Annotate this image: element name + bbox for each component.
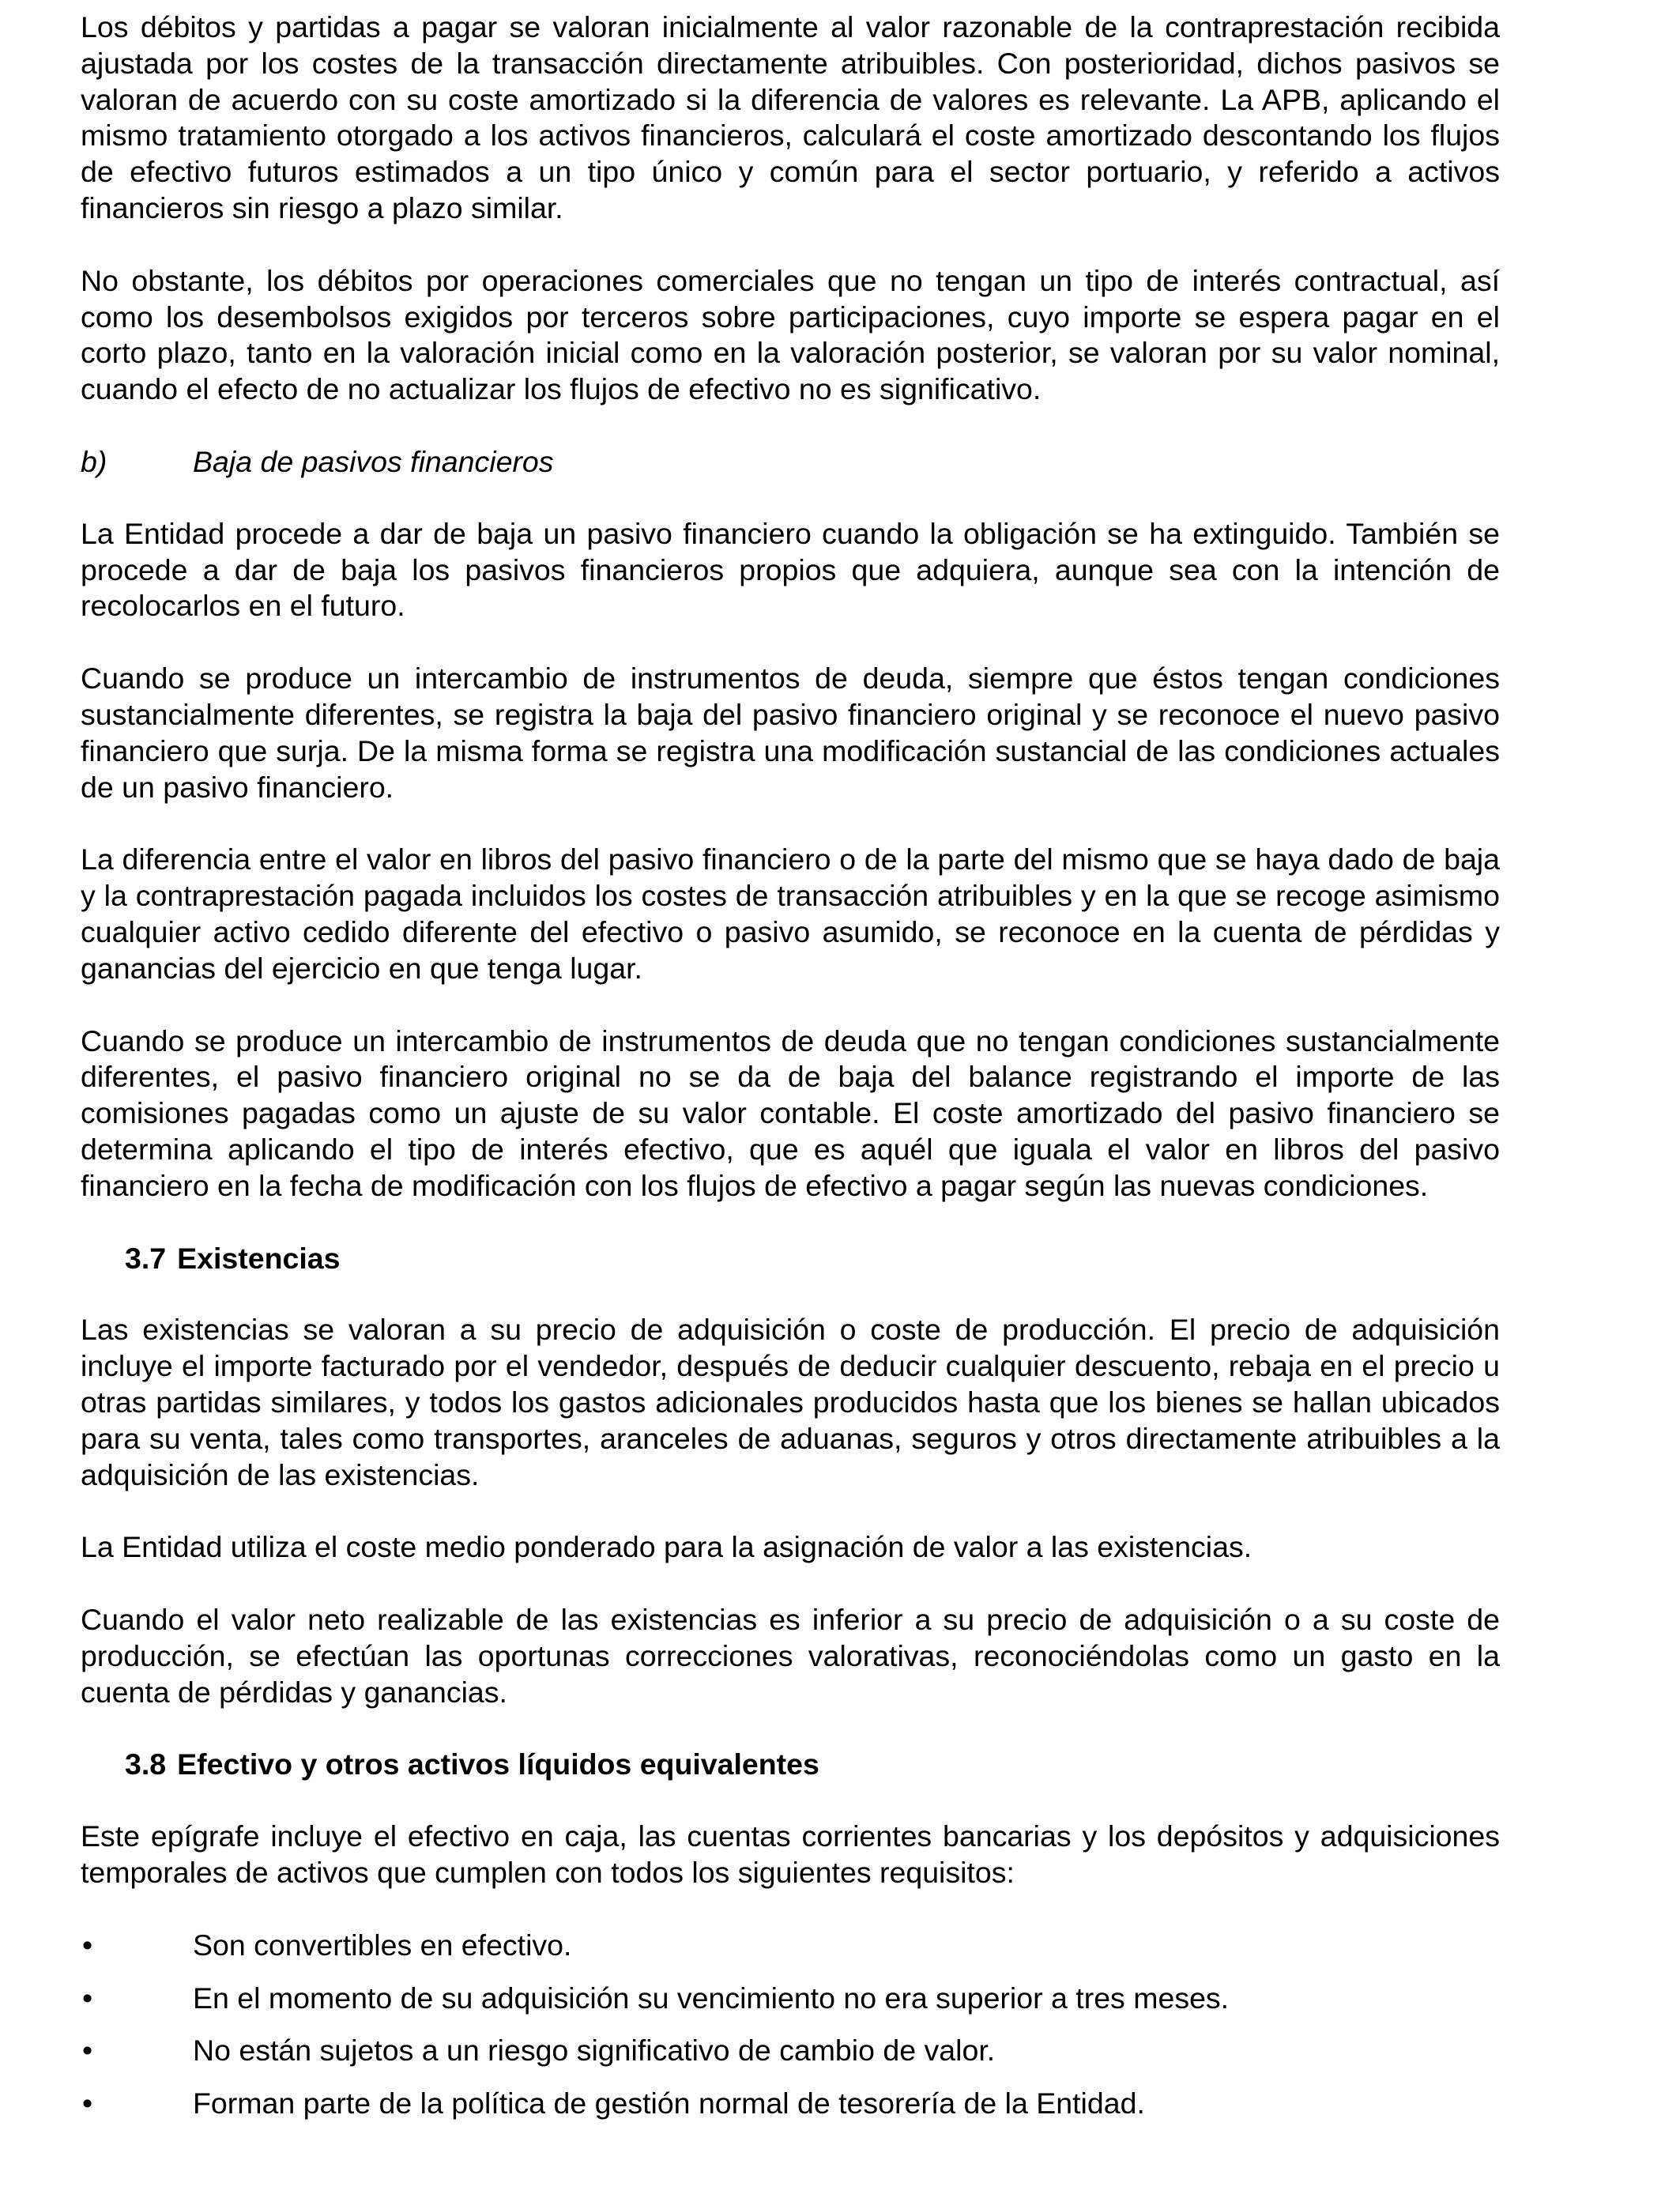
paragraph-existencias-valoracion: Las existencias se valoran a su precio de adquisición o coste de producción. El precio de adquisición incluye el importe facturado por el vendedor, después de deducir cualquier descuento, rebaja en el precio u otras partidas similares, y todos los gastos adicionales producidos hasta que los bienes se hallan ubicados para su venta, tales como transportes, aranceles de aduanas, seguros y otros directamente atribuibles a la adquisición de las existencias.: [81, 1313, 1500, 1491]
bullet-icon: •: [82, 2034, 93, 2068]
bullet-icon: •: [82, 1981, 93, 2015]
requirements-list: [81, 1928, 1500, 2122]
subsection-letter: b): [81, 444, 107, 478]
list-item-text: Forman parte de la política de gestión normal de tesorería de la Entidad.: [193, 2087, 1145, 2120]
bullet-icon: •: [82, 1928, 93, 1962]
section-number: 3.7: [125, 1241, 167, 1275]
paragraph-debitos-comerciales: No obstante, los débitos por operaciones comerciales que no tengan un tipo de interés contractual, así como los desembolsos exigidos por terceros sobre participaciones, cuyo importe se espera pagar en el corto plazo, tanto en la valoración inicial como en la valoración posterior, se valoran por su valor nominal, cuando el efecto de no actualizar los flujos de efectivo no es significativo.: [81, 263, 1500, 406]
section-heading-3-7: [125, 1241, 1500, 1277]
subsection-heading-b: [81, 444, 1500, 481]
section-title: Existencias: [177, 1241, 341, 1275]
list-item-text: En el momento de su adquisición su vencimiento no era superior a tres meses.: [193, 1981, 1230, 2015]
paragraph-diferencia-valor: La diferencia entre el valor en libros del pasivo financiero o de la parte del mismo que se haya dado de baja y la contraprestación pagada incluidos los costes de transacción atribuibles y en la que se recoge asimismo cualquier activo cedido diferente del efectivo o pasivo asumido, se reconoce en la cuenta de pérdidas y ganancias del ejercicio en que tenga lugar.: [81, 843, 1500, 985]
section-heading-3-8: [125, 1747, 1500, 1783]
list-item: [81, 2033, 1500, 2069]
paragraph-debitos-valoracion: Los débitos y partidas a pagar se valoran inicialmente al valor razonable de la contraprestación recibida ajustada por los costes de la transacción directamente atribuibles. Con posterioridad, dichos pasivos se valoran de acuerdo con su coste amortizado si la diferencia de valores es relevante. La APB, aplicando el mismo tratamiento otorgado a los activos financieros, calculará el coste amortizado descontando los flujos de efectivo futuros estimados a un tipo único y común para el sector portuario, y referido a activos financieros sin riesgo a plazo similar.: [81, 10, 1500, 224]
paragraph-intercambio-diferentes: Cuando se produce un intercambio de instrumentos de deuda, siempre que éstos tengan condiciones sustancialmente diferentes, se registra la baja del pasivo financiero original y se reconoce el nuevo pasivo financiero que surja. De la misma forma se registra una modificación sustancial de las condiciones actuales de un pasivo financiero.: [81, 662, 1500, 804]
list-item: [81, 1981, 1500, 2017]
paragraph-existencias-correcciones: Cuando el valor neto realizable de las existencias es inferior a su precio de adquisición o a su coste de producción, se efectúan las oportunas correcciones valorativas, reconociéndolas como un gasto en la cuenta de pérdidas y ganancias.: [81, 1603, 1500, 1709]
section-number: 3.8: [125, 1747, 167, 1781]
list-item-text: Son convertibles en efectivo.: [193, 1928, 572, 1962]
list-item-text: No están sujetos a un riesgo significativo de cambio de valor.: [193, 2034, 996, 2068]
paragraph-efectivo-intro: Este epígrafe incluye el efectivo en caja, las cuentas corrientes bancarias y los depósitos y adquisiciones temporales de activos que cumplen con todos los siguientes requisitos:: [81, 1819, 1500, 1890]
document-page: [81, 9, 1500, 2139]
paragraph-baja-pasivo: La Entidad procede a dar de baja un pasivo financiero cuando la obligación se ha extinguido. También se procede a dar de baja los pasivos financieros propios que adquiera, aunque sea con la intención de recolocarlos en el futuro.: [81, 516, 1500, 623]
list-item: [81, 1928, 1500, 1964]
subsection-title: Baja de pasivos financieros: [193, 444, 554, 478]
list-item: [81, 2086, 1500, 2122]
paragraph-intercambio-no-diferentes: Cuando se produce un intercambio de instrumentos de deuda que no tengan condiciones sustancialmente diferentes, el pasivo financiero original no se da de baja del balance registrando el importe de las comisiones pagadas como un ajuste de su valor contable. El coste amortizado del pasivo financiero se determina aplicando el tipo de interés efectivo, que es aquél que iguala el valor en libros del pasivo financiero en la fecha de modificación con los flujos de efectivo a pagar según las nuevas condiciones.: [81, 1023, 1500, 1202]
section-title: Efectivo y otros activos líquidos equivalentes: [177, 1747, 819, 1781]
bullet-icon: •: [82, 2087, 93, 2120]
paragraph-existencias-coste-medio: La Entidad utiliza el coste medio ponderado para la asignación de valor a las existencias.: [81, 1530, 1252, 1564]
